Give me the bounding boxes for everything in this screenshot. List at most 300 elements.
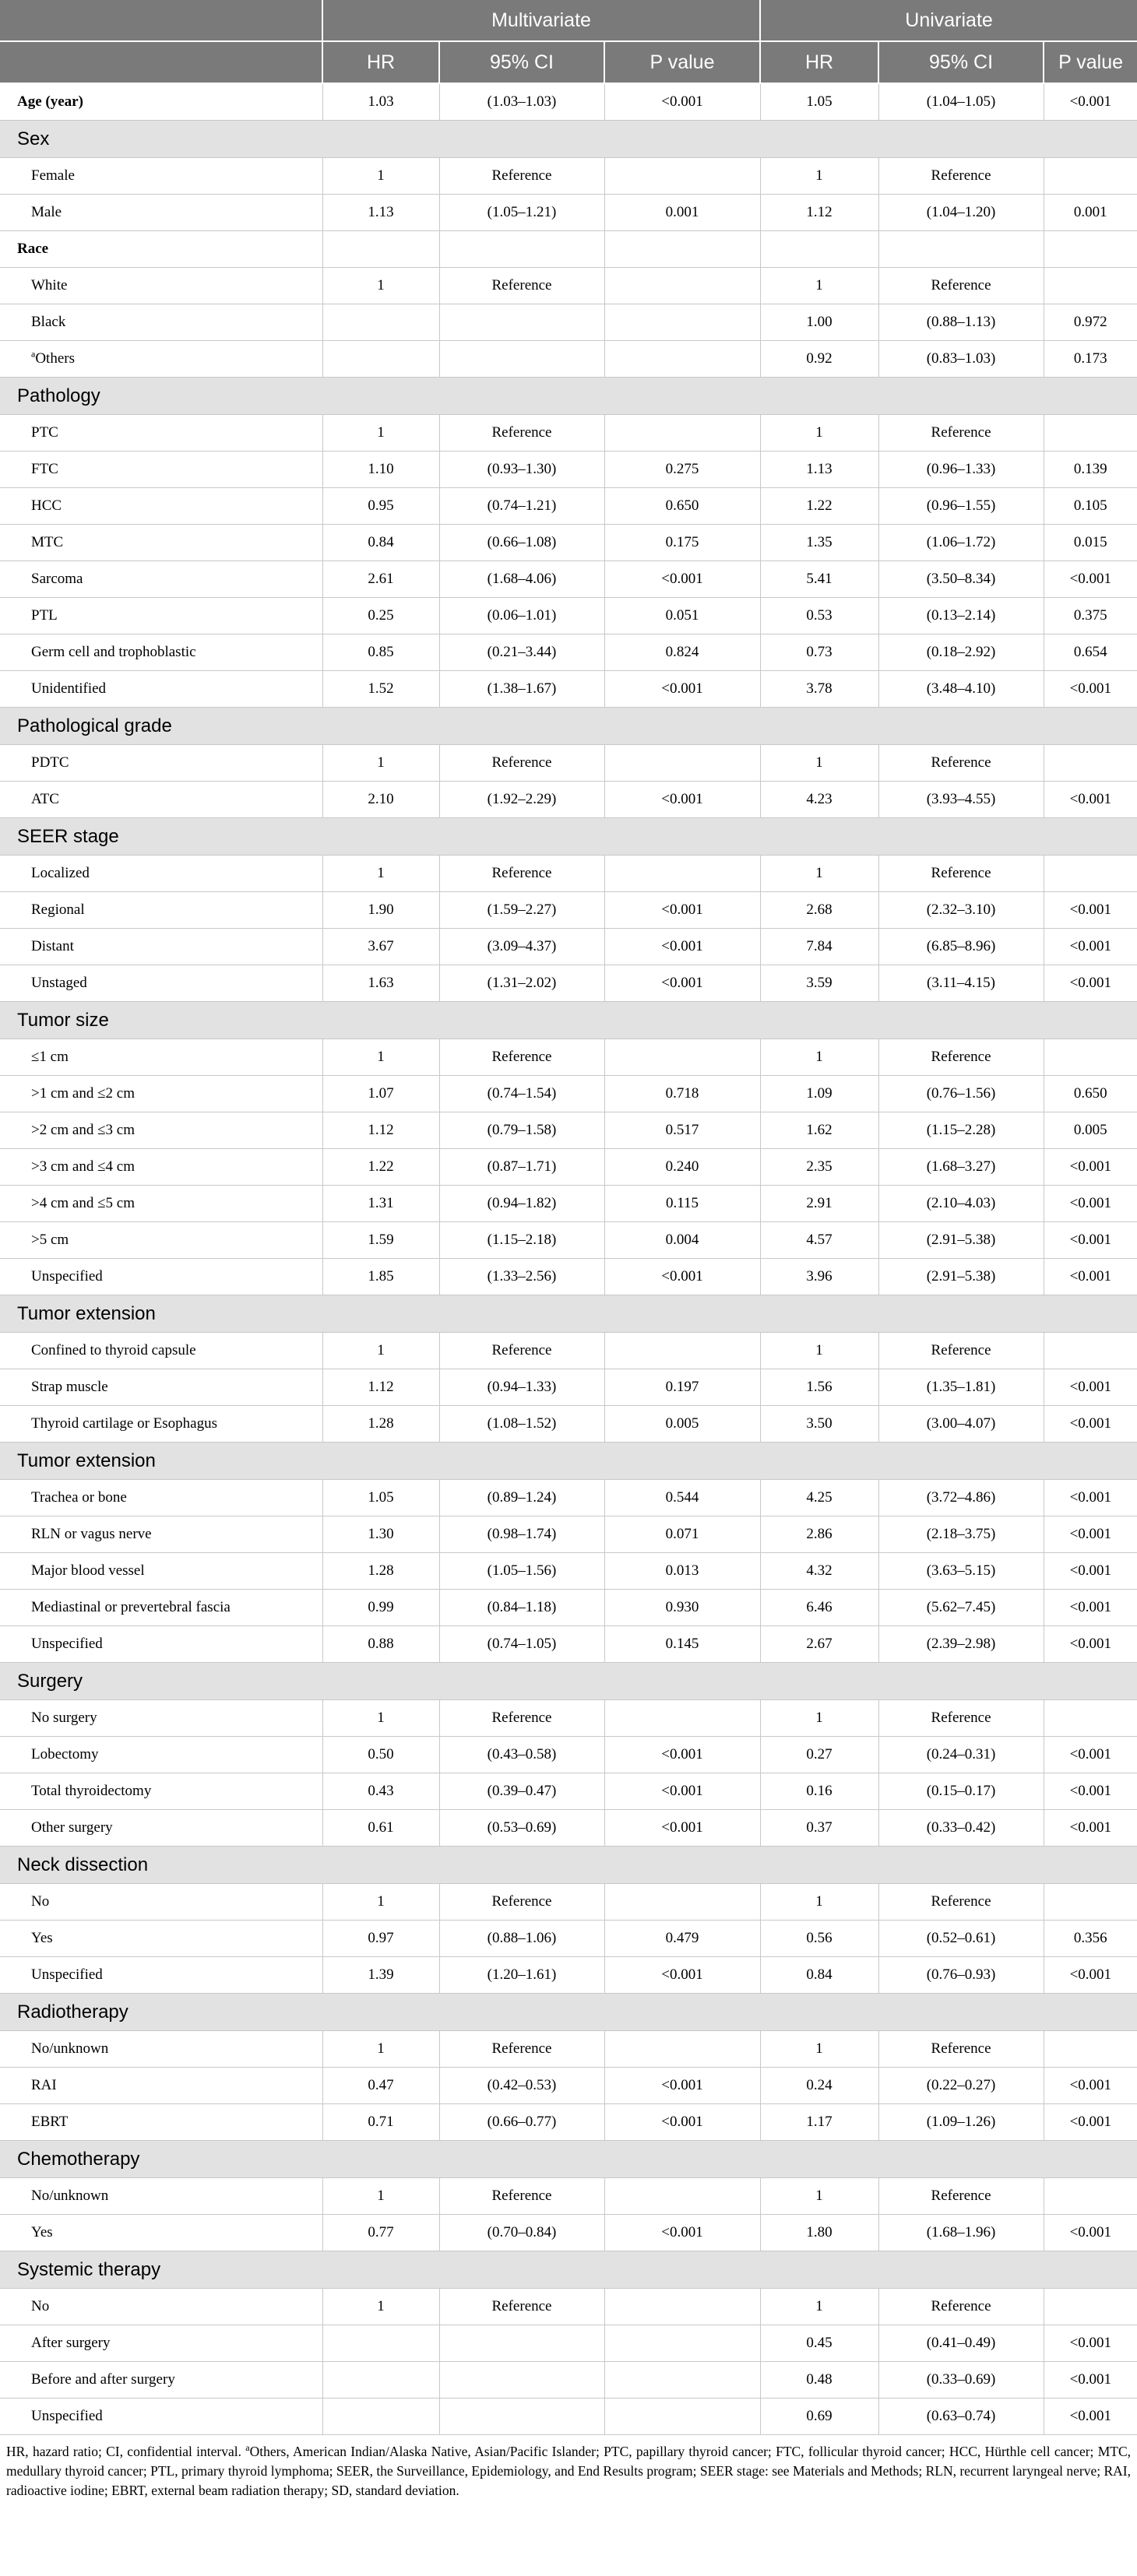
footnote-abbrev-part2: Others, American Indian/Alaska Native, Asian/Pacific Islander; PTC, papillary thyroid cancer; FTC, follicular thyroid cancer; HCC, Hürthle cell cancer; MTC, medullary thyroid cancer; PTL, primary thyroid lymphoma; SEER, the Surveillance, Epidemiology, and End Results program; SEER stage: see Materials and Methods; RLN, recurrent laryngeal nerve; RAI, radioactive iodine; EBRT, external beam radiation therapy; SD, standard deviation. xyxy=(6,2444,1131,2498)
cell-ci-multivariate: Reference xyxy=(439,856,604,892)
row-label: PDTC xyxy=(31,754,69,771)
cell-ci-multivariate: (0.74–1.05) xyxy=(439,1626,604,1663)
cell-p-univariate: <0.001 xyxy=(1044,1186,1137,1222)
cell-hr-univariate: 3.78 xyxy=(760,671,878,708)
cell-ci-univariate: (0.88–1.13) xyxy=(878,304,1044,341)
table-row xyxy=(0,452,1137,488)
cell-hr-multivariate: 3.67 xyxy=(322,929,439,965)
cell-hr-multivariate xyxy=(322,2325,439,2362)
section-header-row xyxy=(0,1994,1137,2031)
row-label: Black xyxy=(31,314,66,330)
row-label-cell xyxy=(0,488,322,525)
cell-hr-univariate: 1 xyxy=(760,268,878,304)
cell-p-multivariate xyxy=(604,231,760,268)
header-column-row xyxy=(0,41,1137,83)
cell-ci-univariate: (2.91–5.38) xyxy=(878,1259,1044,1295)
row-label-cell xyxy=(0,561,322,598)
cell-ci-univariate: (2.10–4.03) xyxy=(878,1186,1044,1222)
cell-p-multivariate: <0.001 xyxy=(604,1259,760,1295)
table-row xyxy=(0,268,1137,304)
table-row xyxy=(0,83,1137,121)
cell-hr-univariate: 4.25 xyxy=(760,1480,878,1516)
row-label: Strap muscle xyxy=(31,1379,108,1395)
cell-ci-multivariate: (0.87–1.71) xyxy=(439,1149,604,1186)
cell-ci-multivariate: (0.70–0.84) xyxy=(439,2215,604,2251)
table-row xyxy=(0,1112,1137,1149)
cell-ci-multivariate xyxy=(439,2399,604,2435)
table-row xyxy=(0,1700,1137,1737)
cell-ci-univariate: (1.04–1.20) xyxy=(878,195,1044,231)
cell-p-multivariate: <0.001 xyxy=(604,1773,760,1810)
cell-hr-univariate: 1.56 xyxy=(760,1369,878,1406)
cell-hr-univariate: 1 xyxy=(760,1884,878,1921)
row-label-cell xyxy=(0,2178,322,2215)
cell-hr-multivariate: 1.05 xyxy=(322,1480,439,1516)
cell-p-univariate: 0.001 xyxy=(1044,195,1137,231)
cell-ci-univariate: (2.18–3.75) xyxy=(878,1516,1044,1553)
row-label: Lobectomy xyxy=(31,1746,99,1762)
cell-ci-univariate: (0.18–2.92) xyxy=(878,634,1044,671)
cell-p-multivariate xyxy=(604,745,760,782)
table-row xyxy=(0,1810,1137,1847)
row-label-cell xyxy=(0,83,322,121)
cell-ci-univariate: (0.13–2.14) xyxy=(878,598,1044,634)
row-label-cell xyxy=(0,1149,322,1186)
cell-p-multivariate xyxy=(604,341,760,378)
table-row xyxy=(0,1259,1137,1295)
cell-hr-multivariate: 0.50 xyxy=(322,1737,439,1773)
cell-p-multivariate: 0.650 xyxy=(604,488,760,525)
table-row xyxy=(0,2362,1137,2399)
cell-p-multivariate: <0.001 xyxy=(604,2068,760,2104)
row-label: Female xyxy=(31,167,75,184)
cell-ci-multivariate: (1.08–1.52) xyxy=(439,1406,604,1443)
row-label: Unidentified xyxy=(31,680,107,697)
row-label-cell xyxy=(0,1590,322,1626)
table-row xyxy=(0,195,1137,231)
table-row xyxy=(0,856,1137,892)
row-label-cell xyxy=(0,304,322,341)
section-label: Sex xyxy=(0,121,1137,158)
cell-ci-univariate: Reference xyxy=(878,1700,1044,1737)
cell-ci-multivariate: (1.03–1.03) xyxy=(439,83,604,121)
cell-ci-univariate: Reference xyxy=(878,1039,1044,1076)
table-row xyxy=(0,2178,1137,2215)
cell-ci-multivariate xyxy=(439,2325,604,2362)
cell-hr-multivariate: 0.25 xyxy=(322,598,439,634)
cell-hr-univariate: 0.56 xyxy=(760,1921,878,1957)
row-label-cell xyxy=(0,1884,322,1921)
table-row xyxy=(0,1773,1137,1810)
cell-p-univariate: <0.001 xyxy=(1044,1516,1137,1553)
row-label: Mediastinal or prevertebral fascia xyxy=(31,1599,231,1615)
cell-p-multivariate: 0.197 xyxy=(604,1369,760,1406)
cell-ci-univariate: (1.68–3.27) xyxy=(878,1149,1044,1186)
cell-hr-univariate: 1.13 xyxy=(760,452,878,488)
cell-ci-multivariate: (0.89–1.24) xyxy=(439,1480,604,1516)
table-row xyxy=(0,2289,1137,2325)
row-label-cell xyxy=(0,1406,322,1443)
cell-ci-multivariate: (1.68–4.06) xyxy=(439,561,604,598)
cell-hr-multivariate: 0.47 xyxy=(322,2068,439,2104)
row-label-cell xyxy=(0,1810,322,1847)
cell-hr-multivariate: 1.22 xyxy=(322,1149,439,1186)
table-footnote xyxy=(0,2435,1137,2500)
cell-p-univariate xyxy=(1044,158,1137,195)
row-label: ATC xyxy=(31,791,59,807)
cell-hr-univariate: 7.84 xyxy=(760,929,878,965)
cell-ci-univariate: Reference xyxy=(878,1884,1044,1921)
row-label-cell xyxy=(0,892,322,929)
cell-hr-multivariate: 1 xyxy=(322,415,439,452)
table-row xyxy=(0,1406,1137,1443)
cell-p-multivariate: 0.240 xyxy=(604,1149,760,1186)
cell-ci-univariate: (6.85–8.96) xyxy=(878,929,1044,965)
cell-p-univariate: <0.001 xyxy=(1044,1626,1137,1663)
table-row xyxy=(0,745,1137,782)
cell-ci-univariate: (0.96–1.55) xyxy=(878,488,1044,525)
table-row xyxy=(0,2104,1137,2141)
row-label: ≤1 cm xyxy=(31,1049,69,1065)
section-header-row xyxy=(0,378,1137,415)
cell-hr-multivariate: 1.52 xyxy=(322,671,439,708)
cell-ci-univariate: (2.91–5.38) xyxy=(878,1222,1044,1259)
cell-p-multivariate: 0.930 xyxy=(604,1590,760,1626)
cell-p-multivariate: <0.001 xyxy=(604,892,760,929)
cell-hr-multivariate xyxy=(322,2362,439,2399)
row-label: Race xyxy=(17,241,49,257)
cell-ci-univariate xyxy=(878,231,1044,268)
cell-p-univariate xyxy=(1044,2031,1137,2068)
section-label: Neck dissection xyxy=(0,1847,1137,1884)
cell-p-multivariate xyxy=(604,1333,760,1369)
cell-hr-multivariate: 1.28 xyxy=(322,1406,439,1443)
cell-p-univariate: <0.001 xyxy=(1044,2399,1137,2435)
cell-hr-multivariate: 2.61 xyxy=(322,561,439,598)
row-label: Before and after surgery xyxy=(31,2371,175,2388)
row-label: PTC xyxy=(31,424,58,441)
cell-p-univariate xyxy=(1044,745,1137,782)
row-label-cell xyxy=(0,1626,322,1663)
cell-hr-multivariate: 0.71 xyxy=(322,2104,439,2141)
cell-hr-univariate: 0.27 xyxy=(760,1737,878,1773)
row-label-cell xyxy=(0,2104,322,2141)
row-label: Male xyxy=(31,204,62,220)
cell-hr-multivariate xyxy=(322,231,439,268)
cell-hr-univariate: 1 xyxy=(760,1333,878,1369)
row-label: RLN or vagus nerve xyxy=(31,1526,152,1542)
cell-hr-univariate: 1.22 xyxy=(760,488,878,525)
row-label: Unstaged xyxy=(31,975,87,991)
cell-ci-univariate: Reference xyxy=(878,856,1044,892)
row-label-cell xyxy=(0,671,322,708)
row-label: Germ cell and trophoblastic xyxy=(31,644,196,660)
row-label-cell xyxy=(0,1369,322,1406)
cell-ci-multivariate: (0.66–1.08) xyxy=(439,525,604,561)
cell-hr-univariate: 0.48 xyxy=(760,2362,878,2399)
row-label-cell xyxy=(0,2325,322,2362)
cell-p-univariate: <0.001 xyxy=(1044,2104,1137,2141)
cell-ci-multivariate: (1.92–2.29) xyxy=(439,782,604,818)
cell-hr-multivariate xyxy=(322,304,439,341)
cell-hr-univariate: 0.92 xyxy=(760,341,878,378)
row-label: >1 cm and ≤2 cm xyxy=(31,1085,135,1102)
cell-ci-univariate: (2.39–2.98) xyxy=(878,1626,1044,1663)
cell-hr-univariate xyxy=(760,231,878,268)
cell-ci-multivariate: (1.20–1.61) xyxy=(439,1957,604,1994)
row-label-cell xyxy=(0,634,322,671)
cell-p-multivariate: 0.275 xyxy=(604,452,760,488)
cell-p-multivariate: 0.517 xyxy=(604,1112,760,1149)
row-label: Age (year) xyxy=(17,93,83,110)
row-label-cell xyxy=(0,1957,322,1994)
row-label-cell xyxy=(0,598,322,634)
header-blank-cell xyxy=(0,0,322,41)
cell-ci-multivariate: (0.98–1.74) xyxy=(439,1516,604,1553)
cell-p-univariate xyxy=(1044,1700,1137,1737)
cell-ci-multivariate: Reference xyxy=(439,415,604,452)
table-row xyxy=(0,1480,1137,1516)
cell-hr-univariate: 1 xyxy=(760,1700,878,1737)
cell-p-univariate: <0.001 xyxy=(1044,1222,1137,1259)
cell-ci-multivariate: (0.53–0.69) xyxy=(439,1810,604,1847)
cell-hr-multivariate: 1.30 xyxy=(322,1516,439,1553)
table-row xyxy=(0,1921,1137,1957)
row-label: No xyxy=(31,2298,50,2314)
section-label: Chemotherapy xyxy=(0,2141,1137,2178)
cell-ci-multivariate: Reference xyxy=(439,158,604,195)
cell-ci-multivariate: (0.74–1.21) xyxy=(439,488,604,525)
cell-hr-multivariate: 1 xyxy=(322,268,439,304)
cell-ci-univariate: (1.09–1.26) xyxy=(878,2104,1044,2141)
cell-p-univariate: <0.001 xyxy=(1044,1773,1137,1810)
cell-ci-multivariate: (0.43–0.58) xyxy=(439,1737,604,1773)
header-multivariate: Multivariate xyxy=(322,0,760,41)
row-label: PTL xyxy=(31,607,58,624)
cell-hr-univariate: 3.50 xyxy=(760,1406,878,1443)
cell-p-multivariate: <0.001 xyxy=(604,83,760,121)
cell-p-univariate xyxy=(1044,2178,1137,2215)
table-row xyxy=(0,671,1137,708)
cell-hr-univariate: 1.00 xyxy=(760,304,878,341)
table-row xyxy=(0,1553,1137,1590)
cell-hr-univariate: 1 xyxy=(760,2289,878,2325)
cell-hr-multivariate: 1.39 xyxy=(322,1957,439,1994)
row-label: Major blood vessel xyxy=(31,1562,145,1579)
cell-hr-univariate: 1.80 xyxy=(760,2215,878,2251)
table-row xyxy=(0,525,1137,561)
cell-hr-univariate: 0.73 xyxy=(760,634,878,671)
cell-ci-multivariate: (0.88–1.06) xyxy=(439,1921,604,1957)
row-label-cell xyxy=(0,2068,322,2104)
cell-hr-multivariate: 1.12 xyxy=(322,1369,439,1406)
row-label-cell xyxy=(0,1259,322,1295)
cell-hr-univariate: 1 xyxy=(760,2178,878,2215)
cell-p-multivariate: 0.824 xyxy=(604,634,760,671)
row-label: Sarcoma xyxy=(31,571,83,587)
row-label: Unspecified xyxy=(31,1268,103,1284)
cell-hr-univariate: 1.05 xyxy=(760,83,878,121)
cell-hr-univariate: 1 xyxy=(760,415,878,452)
cell-hr-multivariate: 0.85 xyxy=(322,634,439,671)
row-label-cell xyxy=(0,2399,322,2435)
cell-hr-univariate: 2.68 xyxy=(760,892,878,929)
row-label: >2 cm and ≤3 cm xyxy=(31,1122,135,1138)
cell-hr-univariate: 0.84 xyxy=(760,1957,878,1994)
cell-p-multivariate xyxy=(604,2362,760,2399)
cell-p-multivariate xyxy=(604,856,760,892)
header-ci-multivariate: 95% CI xyxy=(439,41,604,83)
cell-ci-univariate: Reference xyxy=(878,268,1044,304)
cell-hr-multivariate: 2.10 xyxy=(322,782,439,818)
cell-ci-multivariate: (0.84–1.18) xyxy=(439,1590,604,1626)
cell-ci-multivariate: (1.33–2.56) xyxy=(439,1259,604,1295)
cell-hr-univariate: 1.12 xyxy=(760,195,878,231)
cell-ci-univariate: (0.76–0.93) xyxy=(878,1957,1044,1994)
cell-hr-univariate: 3.59 xyxy=(760,965,878,1002)
cell-hr-multivariate: 1.59 xyxy=(322,1222,439,1259)
table-row xyxy=(0,598,1137,634)
table-row xyxy=(0,892,1137,929)
table-row xyxy=(0,1076,1137,1112)
cell-ci-univariate: Reference xyxy=(878,415,1044,452)
row-label-cell xyxy=(0,158,322,195)
table-row xyxy=(0,2031,1137,2068)
row-label-cell xyxy=(0,415,322,452)
cell-p-univariate xyxy=(1044,268,1137,304)
cell-p-multivariate: 0.013 xyxy=(604,1553,760,1590)
section-label: Tumor size xyxy=(0,1002,1137,1039)
cell-hr-univariate: 4.23 xyxy=(760,782,878,818)
header-hr-multivariate: HR xyxy=(322,41,439,83)
cell-ci-univariate: (2.32–3.10) xyxy=(878,892,1044,929)
cell-hr-univariate: 4.32 xyxy=(760,1553,878,1590)
table-row xyxy=(0,965,1137,1002)
row-label: Distant xyxy=(31,938,74,954)
row-label: MTC xyxy=(31,534,64,550)
table-row xyxy=(0,1626,1137,1663)
cell-p-multivariate: 0.004 xyxy=(604,1222,760,1259)
row-label: HCC xyxy=(31,497,62,514)
cell-hr-multivariate: 1 xyxy=(322,158,439,195)
row-label-cell xyxy=(0,1480,322,1516)
table-row xyxy=(0,231,1137,268)
cell-hr-multivariate: 0.99 xyxy=(322,1590,439,1626)
row-label: Other surgery xyxy=(31,1819,113,1836)
cell-hr-univariate: 4.57 xyxy=(760,1222,878,1259)
cell-hr-multivariate: 1 xyxy=(322,1884,439,1921)
cell-hr-univariate: 6.46 xyxy=(760,1590,878,1626)
cell-p-univariate: 0.654 xyxy=(1044,634,1137,671)
cell-hr-univariate: 1 xyxy=(760,1039,878,1076)
cell-p-multivariate: 0.001 xyxy=(604,195,760,231)
table-row xyxy=(0,782,1137,818)
cell-hr-multivariate: 1 xyxy=(322,745,439,782)
cell-p-univariate: <0.001 xyxy=(1044,671,1137,708)
table-row xyxy=(0,2399,1137,2435)
cell-hr-multivariate: 1 xyxy=(322,2178,439,2215)
header-p-univariate: P value xyxy=(1044,41,1137,83)
cell-p-multivariate: <0.001 xyxy=(604,671,760,708)
row-label: Others xyxy=(35,350,75,367)
cell-hr-univariate: 2.86 xyxy=(760,1516,878,1553)
cell-hr-univariate: 0.16 xyxy=(760,1773,878,1810)
cell-p-multivariate: <0.001 xyxy=(604,1957,760,1994)
cell-hr-multivariate: 0.97 xyxy=(322,1921,439,1957)
table-row xyxy=(0,415,1137,452)
row-label: Total thyroidectomy xyxy=(31,1783,152,1799)
cell-ci-univariate: (1.35–1.81) xyxy=(878,1369,1044,1406)
cell-ci-multivariate: (0.94–1.33) xyxy=(439,1369,604,1406)
cell-hr-multivariate: 1.85 xyxy=(322,1259,439,1295)
cell-hr-univariate: 0.53 xyxy=(760,598,878,634)
table-row xyxy=(0,158,1137,195)
row-label: EBRT xyxy=(31,2114,69,2130)
section-header-row xyxy=(0,708,1137,745)
cell-p-multivariate: <0.001 xyxy=(604,2104,760,2141)
row-label: >5 cm xyxy=(31,1232,69,1248)
cell-hr-multivariate: 1.07 xyxy=(322,1076,439,1112)
cell-p-multivariate: 0.115 xyxy=(604,1186,760,1222)
cell-hr-multivariate: 1 xyxy=(322,2289,439,2325)
cell-ci-multivariate: Reference xyxy=(439,745,604,782)
cell-p-multivariate: <0.001 xyxy=(604,561,760,598)
cell-p-univariate: <0.001 xyxy=(1044,1957,1137,1994)
cell-ci-multivariate: Reference xyxy=(439,1039,604,1076)
row-label-cell xyxy=(0,1076,322,1112)
cell-ci-multivariate: (1.31–2.02) xyxy=(439,965,604,1002)
cell-hr-multivariate: 1 xyxy=(322,856,439,892)
cell-ci-multivariate: Reference xyxy=(439,2031,604,2068)
row-label: Trachea or bone xyxy=(31,1489,127,1506)
header-ci-univariate: 95% CI xyxy=(878,41,1044,83)
cell-hr-multivariate: 1.90 xyxy=(322,892,439,929)
row-label: Yes xyxy=(31,2224,53,2240)
header-blank-cell xyxy=(0,41,322,83)
cell-p-univariate: <0.001 xyxy=(1044,1406,1137,1443)
cell-ci-multivariate: (1.15–2.18) xyxy=(439,1222,604,1259)
row-label-cell xyxy=(0,1112,322,1149)
cell-ci-univariate: (3.93–4.55) xyxy=(878,782,1044,818)
cell-ci-multivariate: Reference xyxy=(439,1884,604,1921)
cell-ci-univariate: (5.62–7.45) xyxy=(878,1590,1044,1626)
cell-hr-multivariate: 1.31 xyxy=(322,1186,439,1222)
cell-p-multivariate: <0.001 xyxy=(604,782,760,818)
cell-ci-multivariate: Reference xyxy=(439,1700,604,1737)
table-row xyxy=(0,1737,1137,1773)
cell-hr-univariate: 1.09 xyxy=(760,1076,878,1112)
section-label: SEER stage xyxy=(0,818,1137,856)
row-label-cell xyxy=(0,745,322,782)
row-label-cell xyxy=(0,929,322,965)
row-label: Unspecified xyxy=(31,1636,103,1652)
cell-ci-multivariate: (1.05–1.21) xyxy=(439,195,604,231)
row-label-cell xyxy=(0,1773,322,1810)
footnote-marker: a xyxy=(31,348,36,360)
row-label: Localized xyxy=(31,865,90,881)
header-p-multivariate: P value xyxy=(604,41,760,83)
cell-hr-univariate: 1.17 xyxy=(760,2104,878,2141)
section-label: Tumor extension xyxy=(0,1443,1137,1480)
cell-p-multivariate: 0.005 xyxy=(604,1406,760,1443)
cell-ci-multivariate: (0.66–0.77) xyxy=(439,2104,604,2141)
cell-p-univariate: <0.001 xyxy=(1044,2215,1137,2251)
cell-hr-univariate: 1 xyxy=(760,158,878,195)
cell-hr-multivariate: 0.77 xyxy=(322,2215,439,2251)
row-label: Confined to thyroid capsule xyxy=(31,1342,196,1358)
cell-ci-univariate: (1.06–1.72) xyxy=(878,525,1044,561)
cell-hr-multivariate: 1 xyxy=(322,2031,439,2068)
